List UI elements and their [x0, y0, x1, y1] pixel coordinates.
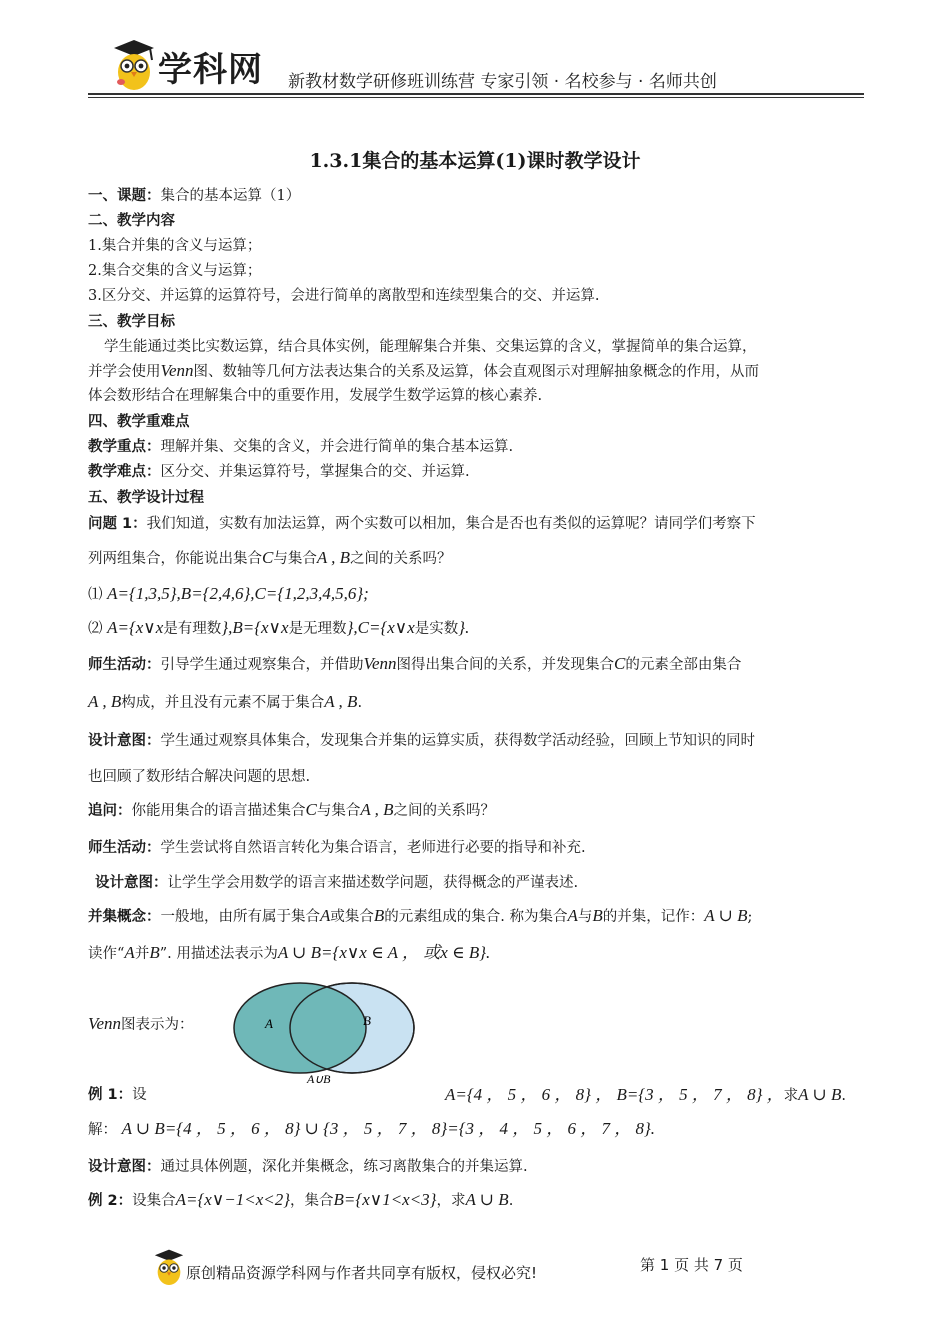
section-goals-heading: 三、教学目标: [88, 314, 175, 330]
design-intent-2: 设计意图：让学生学会用数学的语言来描述数学问题，获得概念的严谨表述.: [95, 875, 579, 891]
difficult-point: 教学难点：区分交、并集运算符号，掌握集合的交、并运算.: [88, 464, 470, 480]
owl-mascot-icon: [110, 38, 158, 94]
list-item: 2.集合交集的含义与运算；: [88, 263, 262, 279]
list-item: 3.区分交、并运算的运算符号，会进行简单的离散型和连续型集合的交、并运算.: [88, 288, 600, 304]
header-divider: [88, 93, 864, 95]
goals-paragraph: 并学会使用Venn图、数轴等几何方法表达集合的关系及运算，体会直观图示对理解抽象概念的作用，从而: [88, 361, 760, 380]
teacher-activity-1-cont: A , B构成，并且没有元素不属于集合A , B.: [88, 692, 363, 711]
example-2: 例 2：设集合A={x∨−1<x<2}，集合B={x∨1<x<3}，求A ∪ B.: [88, 1190, 514, 1209]
venn-label-a: A: [265, 1016, 273, 1031]
venn-set-a: [234, 983, 366, 1073]
venn-caption: A∪B: [307, 1072, 331, 1086]
example-set-1: ⑴ A={1,3,5},B={2,4,6},C={1,2,3,4,5,6};: [88, 584, 369, 603]
section-topic: 一、课题：集合的基本运算（1）: [88, 188, 301, 204]
venn-diagram: [225, 980, 425, 1090]
page-title: 1.3.1集合的基本运算(1)课时教学设计: [309, 150, 641, 172]
solution-1: 解： A ∪ B={4 ， 5 ， 6 ， 8} ∪ {3 ， 5 ， 7 ， 8}={3 ， 4 ， 5 ， 6 ， 7 ， 8}.: [88, 1119, 656, 1138]
design-intent-1: 设计意图：学生通过观察具体集合，发现集合并集的运算实质，获得数学活动经验，回顾上节知识的同时: [88, 733, 755, 749]
teacher-activity-1: 师生活动：引导学生通过观察集合，并借助Venn图得出集合间的关系，并发现集合C的元素全部由集合: [88, 654, 742, 673]
header-slogan: 新教材数学研修班训练营 专家引领 · 名校参与 · 名师共创: [288, 72, 717, 92]
goals-paragraph: 体会数形结合在理解集合中的重要作用，发展学生数学运算的核心素养.: [88, 388, 543, 404]
footer-copyright: 原创精品资源学科网与作者共同享有版权，侵权必究!: [186, 1264, 538, 1282]
site-logo: [110, 38, 270, 94]
venn-label-b: B: [363, 1013, 371, 1028]
page-number: 第 1 页 共 7 页: [640, 1256, 743, 1274]
question-1-cont: 列两组集合，你能说出集合C与集合A , B之间的关系吗？: [88, 548, 452, 567]
section-process-heading: 五、教学设计过程: [88, 490, 204, 506]
header-divider-thin: [88, 97, 864, 98]
venn-label: Venn图表示为：: [88, 1014, 194, 1033]
list-item: 1.集合并集的含义与运算；: [88, 238, 262, 254]
union-definition-cont: 读作“A并B”. 用描述法表示为A ∪ B={x∨x ∈ A ， 或x ∈ B}.: [88, 943, 491, 962]
example-1-math: A={4 ， 5 ， 6 ， 8} ， B={3 ， 5 ， 7 ， 8} ，求A ∪ B.: [445, 1085, 846, 1104]
example-set-2: ⑵ A={x∨x是有理数},B={x∨x是无理数},C={x∨x是实数}.: [88, 618, 470, 637]
union-definition: 并集概念：一般地，由所有属于集合A或集合B的元素组成的集合. 称为集合A与B的并集，记作：A ∪ B;: [88, 906, 753, 925]
design-intent-3: 设计意图：通过具体例题，深化并集概念，练习离散集合的并集运算.: [88, 1159, 528, 1175]
example-1: 例 1：设: [88, 1087, 147, 1103]
design-intent-1-cont: 也回顾了数形结合解决问题的思想.: [88, 769, 311, 785]
logo-text: 学科网: [158, 50, 263, 90]
footer-owl-icon: [152, 1248, 186, 1288]
section-content-heading: 二、教学内容: [88, 213, 175, 229]
teacher-activity-2: 师生活动：学生尝试将自然语言转化为集合语言，老师进行必要的指导和补充.: [88, 840, 586, 856]
key-point: 教学重点：理解并集、交集的含义，并会进行简单的集合基本运算.: [88, 439, 514, 455]
section-keypoints-heading: 四、教学重难点: [88, 414, 190, 430]
goals-paragraph: 学生能通过类比实数运算，结合具体实例，能理解集合并集、交集运算的含义，掌握简单的集合运算，: [104, 339, 757, 355]
question-1: 问题 1：我们知道，实数有加法运算，两个实数可以相加，集合是否也有类似的运算呢？请同学们考察下: [88, 516, 756, 532]
follow-up-question: 追问：你能用集合的语言描述集合C与集合A , B之间的关系吗？: [88, 800, 496, 819]
